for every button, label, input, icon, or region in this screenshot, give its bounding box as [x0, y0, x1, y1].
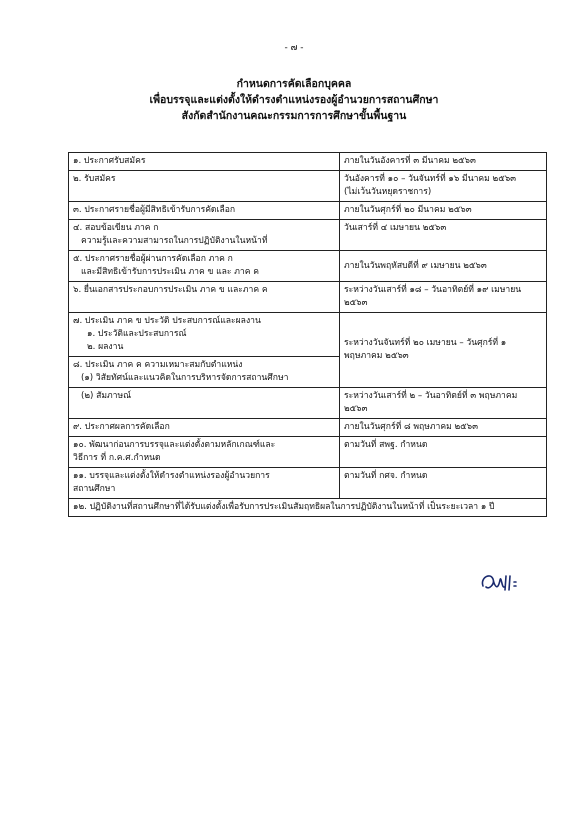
date-line: ๒๕๖๓: [344, 298, 368, 308]
table-row: [69, 437, 547, 468]
item-line: (๒) สัมภาษณ์: [81, 391, 132, 401]
page-number: - ๗ -: [284, 43, 304, 53]
date-cell: ตามวันที่ กศจ. กำหนด: [340, 468, 547, 499]
item-line: ๑. ประวัติและประสบการณ์: [87, 329, 187, 339]
date-cell: ภายในวันศุกร์ที่ ๘ พฤษภาคม ๒๕๖๓: [340, 419, 547, 437]
item-cell: [69, 220, 340, 251]
date-line: ๒๕๖๓: [344, 404, 368, 414]
date-line: ระหว่างวันจันทร์ที่ ๒๐ เมษายน – วันศุกร์ที่ ๑: [344, 338, 507, 348]
item-line: สถานศึกษา: [73, 484, 116, 494]
item-cell: ๑. ประกาศรับสมัคร: [69, 153, 340, 171]
item-cell-full: ๑๒. ปฏิบัติงานที่สถานศึกษาที่ได้รับแต่งตั้งเพื่อรับการประเมินสัมฤทธิผลในการปฏิบัติงานในหน้าที่ เป็นระยะเวลา ๑ ปี: [69, 499, 547, 517]
date-cell: วันเสาร์ที่ ๔ เมษายน ๒๕๖๓: [340, 220, 547, 251]
date-line: ระหว่างวันเสาร์ที่ ๑๘ – วันอาทิตย์ที่ ๑๙ เมษายน: [344, 285, 522, 295]
signature-initials-icon: [480, 570, 530, 596]
date-cell: [340, 171, 547, 202]
date-cell: [340, 313, 547, 388]
item-line: ๘. ประเมิน ภาค ค ความเหมาะสมกับตำแหน่ง: [73, 360, 243, 370]
item-line: (๑) วิสัยทัศน์และแนวคิดในการบริหารจัดการสถานศึกษา: [81, 373, 289, 383]
item-cell: ๙. ประกาศผลการคัดเลือก: [69, 419, 340, 437]
date-line: (ไม่เว้นวันหยุดราชการ): [344, 187, 432, 197]
table-row: [69, 220, 547, 251]
table-row: [69, 313, 547, 357]
item-line: ๔. สอบข้อเขียน ภาค ก: [73, 223, 159, 233]
item-cell: [69, 251, 340, 282]
date-cell: ภายในวันพฤหัสบดีที่ ๙ เมษายน ๒๕๖๓: [340, 251, 547, 282]
table-row: [69, 171, 547, 202]
item-line: ๕. ประกาศรายชื่อผู้ผ่านการคัดเลือก ภาค ก: [73, 254, 233, 264]
item-cell: [69, 388, 340, 419]
item-cell: [69, 437, 340, 468]
date-line: พฤษภาคม ๒๕๖๓: [344, 351, 409, 361]
date-line: วันอังคารที่ ๑๐ – วันจันทร์ที่ ๑๖ มีนาคม ๒๕๖๓: [344, 174, 517, 184]
table-row: [69, 282, 547, 313]
item-line: ความรู้และความสามารถในการปฏิบัติงานในหน้าที่: [81, 236, 268, 246]
table-row: [69, 499, 547, 517]
table-row: [69, 153, 547, 171]
date-line: ระหว่างวันเสาร์ที่ ๒ – วันอาทิตย์ที่ ๓ พฤษภาคม: [344, 391, 518, 401]
item-line: ๒. ผลงาน: [87, 342, 124, 352]
date-cell: ตามวันที่ สพฐ. กำหนด: [340, 437, 547, 468]
item-line: วิธีการ ที่ ก.ค.ศ.กำหนด: [73, 453, 161, 463]
item-line: ๑๑. บรรจุและแต่งตั้งให้ดำรงตำแหน่งรองผู้อำนวยการ: [73, 471, 270, 481]
item-cell: ๒. รับสมัคร: [69, 171, 340, 202]
item-line: ๑๐. พัฒนาก่อนการบรรจุและแต่งตั้งตามหลักเกณฑ์และ: [73, 440, 276, 450]
schedule-table: [68, 152, 547, 517]
table-row: [69, 251, 547, 282]
date-cell: ภายในวันศุกร์ที่ ๒๐ มีนาคม ๒๕๖๓: [340, 202, 547, 220]
title-line-3: สังกัดสำนักงานคณะกรรมการการศึกษาขั้นพื้นฐาน: [181, 110, 407, 122]
item-line: ๗. ประเมิน ภาค ข ประวัติ ประสบการณ์และผลงาน: [73, 316, 261, 326]
title-line-1: กำหนดการคัดเลือกบุคคล: [236, 78, 352, 90]
item-line: และมีสิทธิเข้ารับการประเมิน ภาค ข และ ภาค ค: [81, 267, 259, 277]
item-cell: [69, 468, 340, 499]
item-cell: ๖. ยื่นเอกสารประกอบการประเมิน ภาค ข และภาค ค: [69, 282, 340, 313]
table-row: [69, 419, 547, 437]
item-cell: ๓. ประกาศรายชื่อผู้มีสิทธิเข้ารับการคัดเลือก: [69, 202, 340, 220]
document-title: [0, 76, 588, 124]
title-line-2: เพื่อบรรจุและแต่งตั้งให้ดำรงตำแหน่งรองผู้อำนวยการสถานศึกษา: [149, 94, 439, 106]
table-row: [69, 388, 547, 419]
table-row: [69, 468, 547, 499]
item-cell: [69, 357, 340, 388]
date-cell: [340, 388, 547, 419]
date-cell: [340, 282, 547, 313]
table-row: [69, 202, 547, 220]
item-cell: [69, 313, 340, 357]
date-cell: ภายในวันอังคารที่ ๓ มีนาคม ๒๕๖๓: [340, 153, 547, 171]
